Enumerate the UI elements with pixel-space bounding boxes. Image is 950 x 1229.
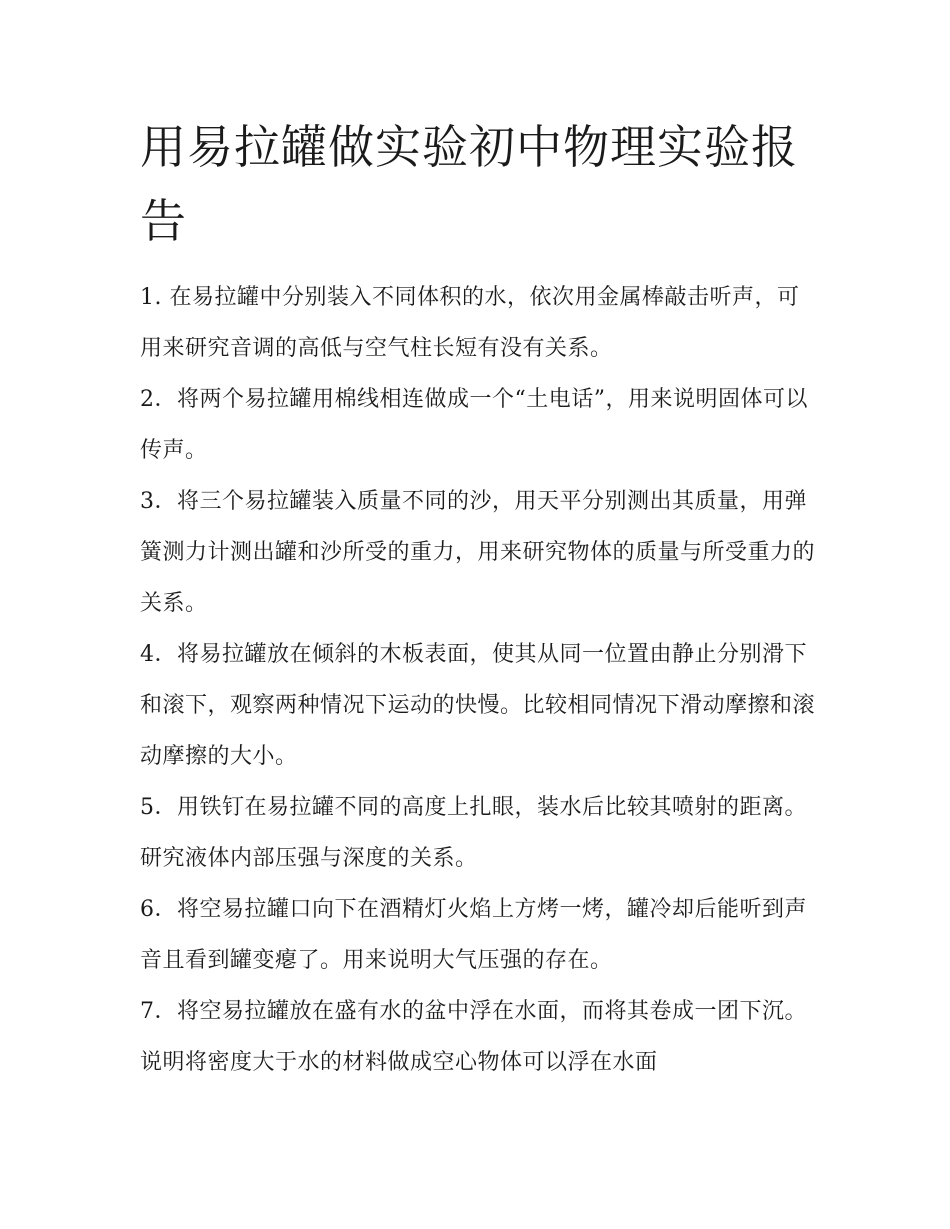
list-item: [140, 986, 820, 1088]
item-text: 用铁钉在易拉罐不同的高度上扎眼，装水后比较其喷射的距离。研究液体内部压强与深度的关系。: [140, 795, 808, 871]
item-text: 在易拉罐中分别装入不同体积的水，依次用金属棒敲击听声，可用来研究音调的高低与空气柱长短有没有关系。: [140, 285, 800, 361]
item-number: 3．: [140, 489, 177, 514]
list-item: [140, 884, 820, 986]
item-number: 7．: [140, 999, 177, 1024]
item-number: 5．: [140, 795, 177, 820]
item-text: 将空易拉罐放在盛有水的盆中浮在水面，而将其卷成一团下沉。说明将密度大于水的材料做成空心物体可以浮在水面: [140, 999, 808, 1075]
item-number: 4．: [140, 642, 177, 667]
item-text: 将三个易拉罐装入质量不同的沙，用天平分别测出其质量，用弹簧测力计测出罐和沙所受的重力，用来研究物体的质量与所受重力的关系。: [140, 489, 816, 616]
item-text: 将空易拉罐口向下在酒精灯火焰上方烤一烤，罐冷却后能听到声音且看到罐变瘪了。用来说明大气压强的存在。: [140, 897, 808, 973]
item-text: 将两个易拉罐用棉线相连做成一个“土电话”，用来说明固体可以传声。: [140, 387, 808, 463]
item-number: 2．: [140, 387, 177, 412]
list-item: [140, 476, 820, 629]
document-page: [140, 110, 820, 1088]
page-title: 用易拉罐做实验初中物理实验报告: [140, 120, 798, 248]
item-number: 1.: [140, 285, 162, 310]
list-item: [140, 272, 820, 374]
item-number: 6．: [140, 897, 177, 922]
list-item: [140, 782, 820, 884]
list-item: [140, 629, 820, 782]
item-text: 将易拉罐放在倾斜的木板表面，使其从同一位置由静止分别滑下和滚下，观察两种情况下运动的快慢。比较相同情况下滑动摩擦和滚动摩擦的大小。: [140, 642, 816, 769]
list-item: [140, 374, 820, 476]
